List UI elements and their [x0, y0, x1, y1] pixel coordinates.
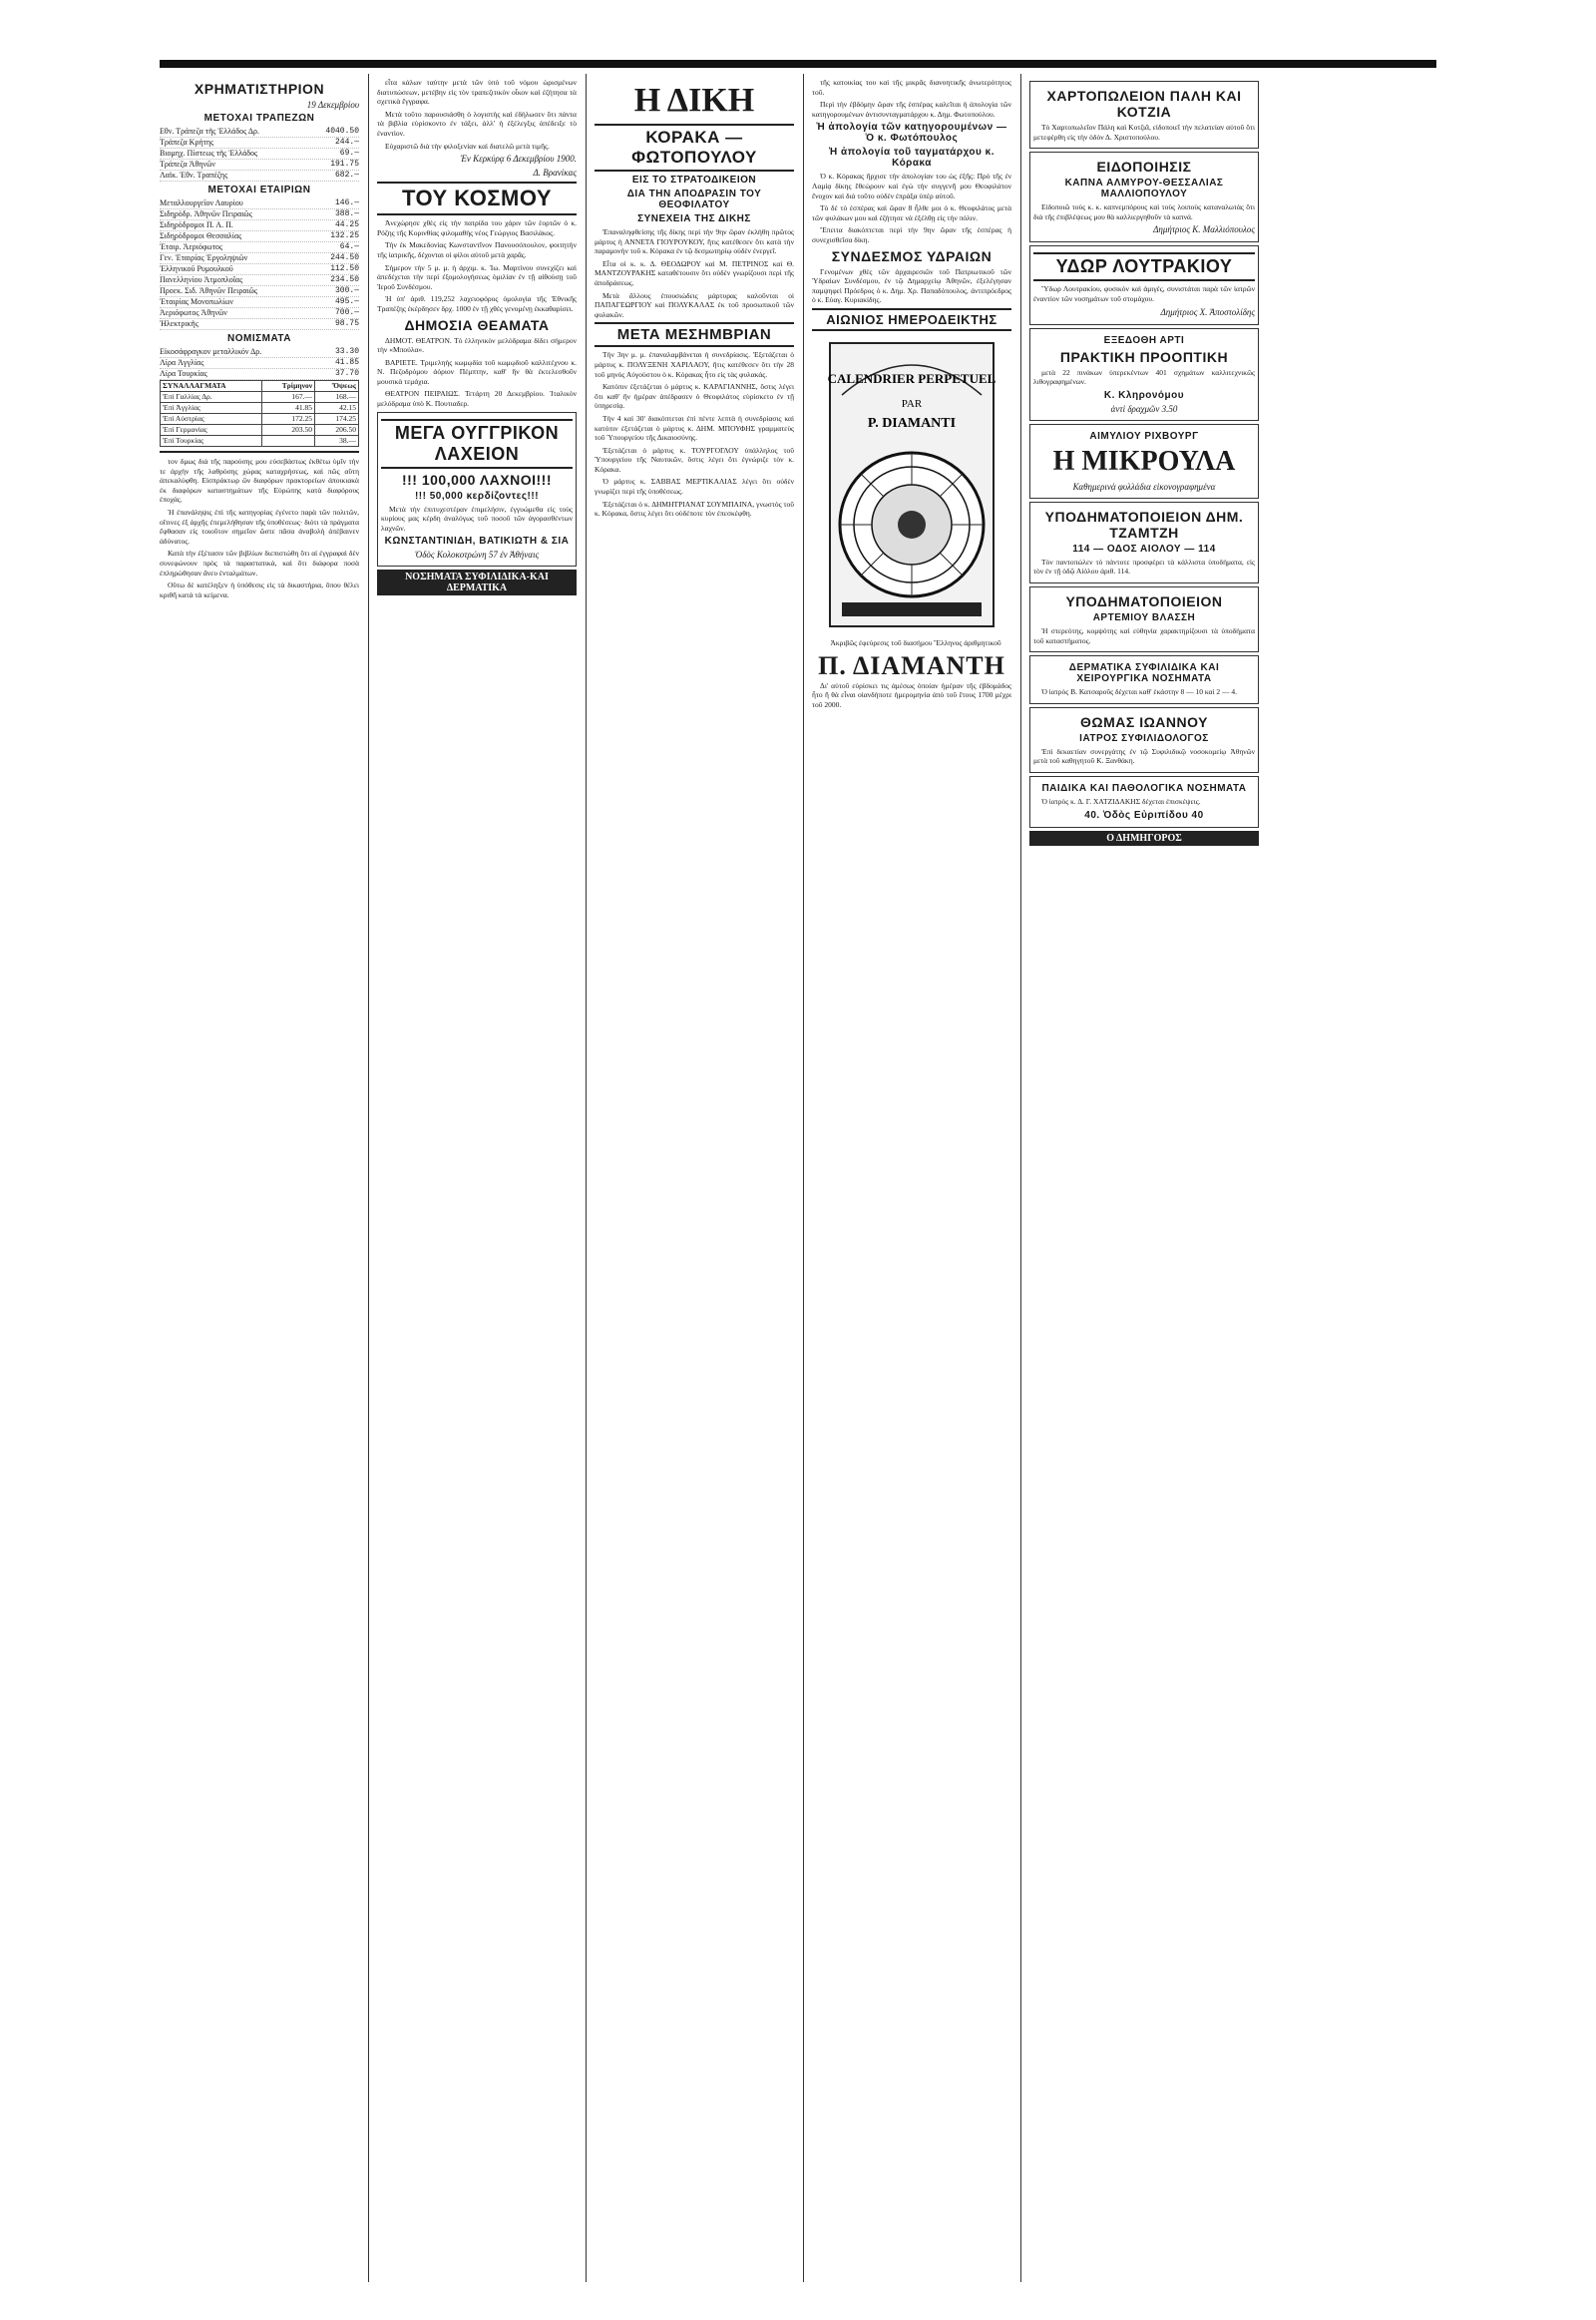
calendar-label: PAR: [901, 397, 923, 410]
ad-title: Η ΜΙΚΡΟΥΛΑ: [1052, 445, 1236, 477]
price-row: [160, 275, 359, 286]
lottery-line: !!! 50,000 κερδίζοντες!!!: [414, 490, 540, 502]
stock-title: ΧΡΗΜΑΤΙΣΤΗΡΙΟΝ: [194, 81, 325, 97]
fx-header: Τρίμηνον: [262, 381, 315, 392]
paragraph: τον δμως διὰ τῆς παρούσης μου εὐσεβάστως ἐκθέτω ὑμῖν τὴν τε ἀρχὴν τῆς λαθρόσης χώρας καταχρήσεως, καὶ πῶς αὕτη ἀπεκαλύφθη. Εἰσπράκτωρ ὢν διαφόρων πρακτορείων ἀποικιακὰ ἐκ διαφόρων καταστημάτων τῆς Εὐρώπης κατὰ διαφόρους ἐποχάς.: [160, 457, 359, 505]
union-body: Γενομένων χθὲς τῶν ἀρχαιρεσιῶν τοῦ Πατριωτικοῦ τῶν Ὑδραίων Συνδέσμου, ἐν τῷ Δημαρχείῳ Ἀθηνῶν, ἐξελέγησαν παμψηφεὶ Πρόεδρος ὁ κ. Δημ. Χρ. Παπαδόπουλος, ἀντιπρόεδρος ὁ κ. Εὐαγ. Κυριακίδης.: [812, 266, 1011, 305]
union-title: ΣΥΝΔΕΣΜΟΣ ΥΔΡΑΙΩΝ: [831, 247, 993, 264]
column-two: [377, 78, 577, 2282]
calendar-body: Δι' αὐτοῦ εὑρίσκει τις ἀμέσως ὁποίαν ἡμέραν τῆς ἑβδομάδος ἦτο ἢ θὰ εἶναι οἱανδήποτε ἡμερομηνία ἀπὸ τοῦ ἔτους 1700 μέχρι τοῦ 2000.: [812, 680, 1011, 709]
ad-subtitle: ΑΡΤΕΜΙΟΥ ΒΛΑΣΣΗ: [1092, 611, 1196, 623]
paragraph: Ἡ ἐπανάληψις ἐπὶ τῆς κατηγορίας ἐγένετο παρὰ τῶν πολιτῶν, οἵτινες ἐξ ἀρχῆς ἐπεμελήθησαν τῆς ὑποθέσεως· διότι τὰ πράγματα ἔφθασαν εἰς τοιοῦτον σημεῖον ὥστε πᾶσα ἀναβολὴ ἀπέβαινεν ἀδύνατος.: [160, 507, 359, 546]
calendar-label: CALENDRIER PERPETUEL: [827, 370, 997, 386]
ad-subtitle: Καθημερινὰ φυλλάδια εἰκονογραφημένα: [1072, 481, 1216, 492]
ad-doctor: [1029, 655, 1259, 704]
paragraph: Εἶτα οἱ κ. κ. Δ. ΘΕΟΔΩΡΟΥ καὶ Μ. ΠΕΤΡΙΝΟΣ καὶ Θ. ΜΑΝΤΖΟΥΡΑΚΗΣ καταθέτουσιν ὅτι οὐδὲν γνωρίζουσι περὶ τῆς ἀποδράσεως.: [595, 258, 794, 287]
coins-title: ΝΟΜΙΣΜΑΤΑ: [227, 333, 291, 344]
trial-title: Η ΔΙΚΗ: [633, 82, 755, 119]
ad-author: Κ. Κληρονόμου: [1103, 389, 1185, 401]
afternoon-title: ΜΕΤΑ ΜΕΣΗΜΒΡΙΑΝ: [595, 322, 794, 347]
price-value: 132.25: [330, 231, 359, 240]
apology-body: [812, 172, 1011, 244]
paragraph: Ἀνεχώρησε χθὲς εἰς τὴν πατρίδα του χάριν τῶν ἑορτῶν ὁ κ. Ρόζης τῆς Κορινθίας φιλομαθὴς νέος Γεώργιος Βασιλάκος.: [377, 218, 577, 237]
paragraph: Τὴν 4 καὶ 30' διακόπτεται ἐπὶ πέντε λεπτὰ ἡ συνεδρίασις καὶ κατόπιν ἐξετάζεται ὁ μάρτυς κ. ΔΗΜ. ΜΠΟΥΦΗΣ γραμματεὺς τοῦ Ὑπουργείου τῆς Δικαιοσύνης.: [595, 413, 794, 443]
column-rule: [803, 74, 804, 2282]
ad-text: Τὸν παντοπώλεν τὸ πάντοτε προσφέρει τὰ κάλλιστα ὑποδήματα, εἰς τὸν ἐν τῇ ὁδῷ Αἰόλου ἀριθ. 114.: [1033, 557, 1255, 577]
fx-cell: 167.—: [262, 392, 315, 403]
fx-cell: 174.25: [315, 414, 359, 425]
fx-row: [161, 403, 359, 414]
price-row: [160, 160, 359, 171]
ad-sign: Δημήτριος Κ. Μαλλιόπουλος: [1153, 224, 1255, 235]
paragraph: Περὶ τὴν ἑβδόμην ὥραν τῆς ἑσπέρας καλεῖται ἡ ἀπολογία τῶν κατηγορουμένων ἀντισυνταγματάρχου κ. Δημ. Φωτοπούλου.: [812, 100, 1011, 119]
lottery-seller: ΚΩΝΣΤΑΝΤΙΝΙΔΗ, ΒΑΤΙΚΙΩΤΗ & ΣΙΑ: [384, 536, 570, 548]
fx-cell: [262, 436, 315, 447]
price-row: [160, 231, 359, 242]
ad-title: ΠΑΙΔΙΚΑ ΚΑΙ ΠΑΘΟΛΟΓΙΚΑ ΝΟΣΗΜΑΤΑ: [1041, 782, 1247, 794]
ad-address: 114 — ΟΔΟΣ ΑΙΟΛΟΥ — 114: [1072, 543, 1216, 555]
paragraph: ΔΗΜΟΤ. ΘΕΑΤΡΟΝ. Τὸ ἑλληνικὸν μελόδραμα δίδει σήμερον τὴν «Μπούλα».: [377, 335, 577, 355]
column-four: [812, 78, 1011, 2282]
price-row: [160, 209, 359, 220]
ad-title: ΥΠΟΔΗΜΑΤΟΠΟΙΕΙΟΝ ΔΗΜ. ΤΖΑΜΤΖΗ: [1044, 508, 1244, 541]
fx-cell: Ἐπὶ Γερμανίας: [161, 425, 262, 436]
price-label: Προεκ. Σιδ. Ἀθηνῶν Πειραιῶς: [160, 286, 258, 295]
column-stock-exchange: [160, 78, 359, 2282]
calendar-illustration: [812, 335, 1011, 634]
ad-shoes-vlassi: [1029, 586, 1259, 652]
fx-row: [161, 414, 359, 425]
divider: [160, 451, 359, 453]
fx-cell: 38.—: [315, 436, 359, 447]
price-label: Λίρα Τουρκίας: [160, 369, 207, 378]
price-label: Σιδηρόδρ. Ἀθηνῶν Πειραιῶς: [160, 209, 252, 218]
apology-title: Ἡ ἀπολογία τῶν κατηγορουμένων — Ὁ κ. Φωτόπουλος: [816, 122, 1007, 145]
ad-pre: ΑΙΜΥΛΙΟΥ ΡΙΧΒΟΥΡΓ: [1089, 430, 1199, 442]
ad-subtitle: ΠΡΑΚΤΙΚΗ ΠΡΟΟΠΤΙΚΗ: [1059, 348, 1229, 365]
paragraph: Ἐξετάζεται ὁ μάρτυς κ. ΤΟΥΡΓΟΓΛΟΥ ὑπάλληλος τοῦ Ὑπουργείου τῆς Ναυτικῶν, ὅστις λέγει ὅτι ἐγνώριζε τὸν κ. Κόρακα.: [595, 445, 794, 474]
price-row: [160, 242, 359, 253]
fx-header: ΣΥΝΑΛΛΑΓΜΑΤΑ: [161, 381, 262, 392]
ad-title: ΕΙΔΟΠΟΙΗΣΙΣ: [1096, 159, 1192, 176]
price-row: [160, 308, 359, 319]
theatre-body: [377, 336, 577, 409]
article-body: [160, 457, 359, 599]
ad-mikroula: [1029, 424, 1259, 499]
fx-cell: 42.15: [315, 403, 359, 414]
price-value: 244.—: [334, 138, 359, 147]
price-value: 146.—: [334, 198, 359, 207]
paragraph: Κατόπιν ἐξετάζεται ὁ μάρτυς κ. ΚΑΡΑΓΙΑΝΝΗΣ, ὅστις λέγει ὅτι καθ' ἣν ἡμέραν ἀπέδρασεν ὁ Θεοφιλάτος εὑρίσκετο ἐν τῇ ὑπηρεσίᾳ.: [595, 382, 794, 411]
calendar-caption: Ἀκριβῶς ἐφεύρεσις τοῦ διασήμου Ἕλληνος ἀριθμητικοῦ: [830, 637, 1001, 647]
price-value: 495.—: [334, 297, 359, 306]
fx-cell: Ἐπὶ Αὐστρίας: [161, 414, 262, 425]
calendar-title: ΑΙΩΝΙΟΣ ΗΜΕΡΟΔΕΙΚΤΗΣ: [812, 308, 1011, 331]
lottery-address: Ὁδὸς Κολοκοτρώνη 57 ἐν Ἀθήναις: [414, 550, 540, 561]
paragraph: Τὸ δὲ τὸ ἑσπέρας καὶ ὥραν 8 ἦλθε μοι ὁ κ. Θεοφιλάτος μετὰ τῶν φυλάκων μου καὶ ἐζήτησε νὰ ἐξέλθῃ εἰς τὴν πόλιν.: [812, 203, 1011, 222]
price-value: 244.50: [330, 253, 359, 262]
ad-banner: ΝΟΣΗΜΑΤΑ ΣΥΦΙΛΙΔΙΚΑ-ΚΑΙ ΔΕΡΜΑΤΙΚΑ: [377, 570, 577, 595]
fx-row: [161, 392, 359, 403]
calendar-label: P. DIAMANTI: [867, 415, 957, 431]
ad-title: ΥΠΟΔΗΜΑΤΟΠΟΙΕΙΟΝ: [1065, 592, 1223, 609]
price-label: Ἑλληνικοῦ Ρυμουλκοῦ: [160, 264, 233, 273]
price-label: Ἑταιρ. Ἀεριόφωτος: [160, 242, 223, 251]
column-trial: [595, 78, 794, 2282]
price-row: [160, 264, 359, 275]
paragraph: Ὁ κ. Κόρακας ἤρχισε τὴν ἀπολογίαν του ὡς ἑξῆς: Πρὸ τῆς ἐν Λαμίᾳ δίκης ἔθεώρουν καὶ ἐγὼ τὴν συγγενῆ μου Θεοφιλάτον ἔνοχον καὶ διὰ τοῦτο οὐδὲν ἐπράξα ὑπὲρ αὐτοῦ.: [812, 172, 1011, 200]
apology-intro: [812, 78, 1011, 119]
price-label: Λαϊκ. Ἐθν. Τραπέζης: [160, 171, 228, 180]
price-row: [160, 138, 359, 149]
price-value: 682.—: [334, 171, 359, 180]
ad-text: Ὁ ἰατρὸς Β. Κατσαροῦς δέχεται καθ' ἑκάστην 8 — 10 καὶ 2 — 4.: [1041, 687, 1237, 697]
lottery-line: !!! 100,000 ΛΑΧΝΟΙ!!!: [401, 471, 552, 488]
lottery-title: ΜΕΓΑ ΟΥΓΓΡΙΚΟΝ ΛΑΧΕΙΟΝ: [381, 419, 573, 469]
fx-cell: Ἐπὶ Ἀγγλίας: [161, 403, 262, 414]
ad-title: ΘΩΜΑΣ ΙΩΑΝΝΟΥ: [1080, 713, 1208, 730]
fx-cell: 168.—: [315, 392, 359, 403]
paragraph: εἶτα κάλων ταύτην μετὰ τῶν ὑπὸ τοῦ νόμου ὡρισμένων διατυπώσεων, μετέβην εἰς τὸν τραπεζιτικὸν οἶκον καὶ ἐζήτησα τὰ σχετικὰ ἔγγραφα.: [377, 78, 577, 107]
price-label: Τράπεζα Ἀθηνῶν: [160, 160, 215, 169]
world-body: [377, 218, 577, 313]
ad-text: Ἐπὶ δεκαετίαν συνεργάτης ἐν τῷ Συφιλιδικῷ νοσοκομείῳ Ἀθηνῶν μετὰ τοῦ καθηγητοῦ Κ. Ξανθάκη.: [1033, 746, 1255, 766]
ad-paper-shop: [1029, 81, 1259, 149]
banks-list: [160, 127, 359, 182]
price-row: [160, 253, 359, 264]
ad-ioannou: [1029, 707, 1259, 773]
exchange-table: [160, 380, 359, 447]
price-row: [160, 198, 359, 209]
price-value: 388.—: [334, 209, 359, 218]
trial-body: [595, 227, 794, 319]
paragraph: Ἐπαναληφθείσης τῆς δίκης περὶ τὴν 9ην ὥραν ἐκλήθη πρῶτος μάρτυς ἡ ΑΝΝΕΤΑ ΓΙΟΥΡΟΥΚΟΥ, ἥτις κατέθεσεν ὅτι κατὰ τὴν παραμονὴν τοῦ κ. Κόρακα ἐν τῷ δεσμωτηρίῳ οὐδὲν ἐνεργεῖ.: [595, 227, 794, 256]
price-label: Ἀεριόφωτος Ἀθηνῶν: [160, 308, 227, 317]
price-label: Πανελληνίου Ἀτμοπλοΐας: [160, 275, 243, 284]
paragraph: Οὕτω δὲ κατέληξεν ἡ ὑπόθεσις εἰς τὰ δικαστήρια, ὅπου θέλει κριθῆ κατὰ τὰ κείμενα.: [160, 580, 359, 599]
price-value: 300.—: [334, 286, 359, 295]
price-value: 234.50: [330, 275, 359, 284]
trial-subtitle: ΚΟΡΑΚΑ — ΦΩΤΟΠΟΥΛΟΥ: [595, 124, 794, 172]
ad-text: Εἰδοποιῶ τοὺς κ. κ. καπνεμπόρους καὶ τοὺς λοιποὺς καταναλωτὰς ὅτι διὰ τῆς ἐπιβλέψεως μου θὰ καλλιεργηθοῦν τὰ καπνά.: [1033, 202, 1255, 221]
newspaper-page: [160, 60, 1436, 2294]
letter-signer: Δ. Βρανίκας: [533, 168, 577, 179]
ad-book: [1029, 328, 1259, 421]
column-rule: [1020, 74, 1021, 2282]
trial-sub: ΔΙΑ ΤΗΝ ΑΠΟΔΡΑΣΙΝ ΤΟΥ ΘΕΟΦΙΛΑΤΟΥ: [626, 189, 762, 210]
paragraph: τῆς κατοικίας του καὶ τῆς μικρᾶς διανοητικῆς ἀνωτερότητος τοῦ.: [812, 78, 1011, 97]
ad-subtitle: ΚΑΠΝΑ ΑΛΜΥΡΟΥ-ΘΕΣΣΑΛΙΑΣ ΜΑΛΛΙΟΠΟΥΛΟΥ: [1064, 178, 1224, 200]
fx-cell: Ἐπὶ Γαλλίας Δρ.: [161, 392, 262, 403]
top-rule: [160, 60, 1436, 68]
ad-water: [1029, 245, 1259, 324]
ad-shoes-tzamtzi: [1029, 502, 1259, 583]
price-value: 44.25: [334, 220, 359, 229]
price-row: [160, 220, 359, 231]
price-row: [160, 358, 359, 369]
paragraph: Ἡ ὑπ' ἀριθ. 119,252 λαχειοφόρος ὁμολογία τῆς Ἐθνικῆς Τραπέζης ἐκέρδησεν δρχ. 1000 ἐν τῇ χθὲς γενομένῃ ἐκκαθαρίσει.: [377, 294, 577, 313]
coins-list: [160, 347, 359, 380]
price-value: 64.—: [339, 242, 359, 251]
trial-sub: ΣΥΝΕΧΕΙΑ ΤΗΣ ΔΙΚΗΣ: [637, 213, 751, 224]
companies-title: ΜΕΤΟΧΑΙ ΕΤΑΙΡΙΩΝ: [207, 185, 311, 195]
letter-body: [377, 78, 577, 151]
fx-cell: 203.50: [262, 425, 315, 436]
price-label: Ἠλεκτρικῆς: [160, 319, 199, 328]
price-row: [160, 171, 359, 182]
column-ads: [1029, 78, 1259, 2282]
ad-title: ΕΞΕΔΟΘΗ ΑΡΤΙ: [1103, 334, 1185, 346]
ad-banner: Ο ΔΗΜΗΓΟΡΟΣ: [1029, 831, 1259, 846]
ad-sign: Δημήτριος Χ. Ἀποστολίδης: [1160, 306, 1255, 317]
price-row: [160, 347, 359, 358]
paragraph: Τὴν 3ην μ. μ. ἐπαναλαμβάνεται ἡ συνεδρίασις. Ἐξετάζεται ὁ μάρτυς κ. ΠΟΛΥΞΕΝΗ ΧΑΡΙΛΑΟΥ, ἥτις κατέθεσεν ὅτι τὴν 28 τοῦ μηνὸς Αὐγούστου ὁ κ. Κόρακας ἦτο εἰς τὰς φυλακάς.: [595, 350, 794, 379]
paragraph: Μετὰ ἄλλους ἐπουσιώδεις μάρτυρας καλοῦνται οἱ ΠΑΠΑΓΕΩΡΓΙΟΥ καὶ ΠΟΛΥΚΑΛΑΣ ἐκ τοῦ προσωπικοῦ τῶν φυλακῶν.: [595, 290, 794, 319]
price-value: 700.—: [334, 308, 359, 317]
ad-notice: [1029, 152, 1259, 242]
price-label: Λίρα Ἀγγλίας: [160, 358, 204, 367]
ad-text: Τὸ Χαρτοπωλεῖον Πάλη καὶ Κοτζιᾶ, εἰδοποιεῖ τὴν πελατείαν αὐτοῦ ὅτι μετεφέρθη εἰς τὴν ὁδὸν Δ. Χριστοπούλου.: [1033, 123, 1255, 142]
paragraph: Μετὰ τοῦτο παρουσιάσθη ὁ λογιστὴς καὶ ἐδήλωσεν ὅτι πάντα τὰ βιβλία εὑρίσκοντο ἐν τάξει, ἀλλ' ἡ ἐξέλεγξις ἀπέδειξε τὸ ἐναντίον.: [377, 109, 577, 138]
price-label: Γεν. Ἑταιρίας Ἐργοληψιῶν: [160, 253, 248, 262]
ad-pediatric: [1029, 776, 1259, 828]
apology-title: Ἡ ἀπολογία τοῦ ταγματάρχου κ. Κόρακα: [829, 147, 995, 170]
fx-cell: 172.25: [262, 414, 315, 425]
price-value: 98.75: [334, 319, 359, 328]
ad-text: Ὁ ἰατρὸς κ. Δ. Γ. ΧΑΤΖΙΔΑΚΗΣ δέχεται ἐπισκέψεις.: [1041, 796, 1201, 806]
price-row: [160, 286, 359, 297]
paragraph: Ἐξετάζεται ὁ κ. ΔΗΜΗΤΡΙΑΝΑΤ ΣΟΥΜΠΑΙΝΑ, γνωστὸς τοῦ κ. Κόρακα, ὅστις λέγει ὅτι οὐδέποτε τὸν ἐπεσκέφθη.: [595, 499, 794, 519]
theatre-title: ΔΗΜΟΣΙΑ ΘΕΑΜΑΤΑ: [404, 316, 550, 333]
price-value: 112.50: [330, 264, 359, 273]
price-value: 41.85: [334, 358, 359, 367]
price-value: 191.75: [330, 160, 359, 169]
paragraph: ΒΑΡΙΕΤΕ. Τριμεληὴς κωμῳδία τοῦ κωμῳδιοῦ καλλιτέχνου κ. Ν. Πεζοδρόμου ἀόριον Πέμπτην, καθ' ἣν θὰ ἐκτελεσθοῦν μουσικὰ τεμάχια.: [377, 357, 577, 386]
stock-date: 19 Δεκεμβρίου: [306, 100, 359, 110]
ad-title: ΔΕΡΜΑΤΙΚΑ ΣΥΦΙΛΙΔΙΚΑ ΚΑΙ ΧΕΙΡΟΥΡΓΙΚΑ ΝΟΣΗΜΑΤΑ: [1068, 662, 1220, 685]
fx-cell: Ἐπὶ Τουρκίας: [161, 436, 262, 447]
paragraph: Ἔπειτα διακόπτεται περὶ τὴν 9ην ὥραν τῆς ἑσπέρας ἡ συνεχισθεῖσα δίκη.: [812, 225, 1011, 244]
price-row: [160, 149, 359, 160]
price-label: Ἑταιρίας Μονοπωλίων: [160, 297, 233, 306]
paragraph: Σήμερον τὴν 5 μ. μ. ἡ ἀρχιμ. κ. Ἰω. Μαρτίνου συνεχίζει καὶ ἀπεδέχεται τὴν περὶ ἐξομολογήσεως ὁμιλίαν ἐν τῇ αἰθούσῃ τοῦ Ἱεροῦ Συνδέσμου.: [377, 262, 577, 291]
price-row: [160, 319, 359, 330]
price-row: [160, 297, 359, 308]
ad-text: Ὕδωρ Λουτρακίου, φυσικὸν καὶ ἀμιγές, συνιστάται παρὰ τῶν ἰατρῶν ἐναντίον τῶν νοσημάτων τοῦ στομάχου.: [1033, 284, 1255, 303]
calendar-inventor: Π. ΔΙΑΜΑΝΤΗ: [818, 650, 1005, 680]
ad-title: ΧΑΡΤΟΠΩΛΕΙΟΝ ΠΑΛΗ ΚΑΙ ΚΟΤΖΙΑ: [1046, 88, 1242, 120]
banks-title: ΜΕΤΟΧΑΙ ΤΡΑΠΕΖΩΝ: [203, 113, 315, 124]
paragraph: Ὁ μάρτυς κ. ΣΑΒΒΑΣ ΜΕΡΤΙΚΑΛΙΑΣ λέγει ὅτι οὐδὲν γνωρίζει περὶ τῆς ὑποθέσεως.: [595, 477, 794, 497]
price-value: 37.70: [334, 369, 359, 378]
column-rule: [586, 74, 587, 2282]
trial-sub: ΕΙΣ ΤΟ ΣΤΡΑΤΟΔΙΚΕΙΟΝ: [631, 175, 757, 186]
price-value: 4040.50: [325, 127, 359, 136]
paragraph: Τὴν ἐκ Μακεδονίας Κωνσταντῖνον Πανουσόπουλον, φοιτητὴν τῆς ἰατρικῆς, δέχονται οἱ φίλοι αὐτοῦ μετὰ χαρᾶς.: [377, 240, 577, 259]
ad-text: μετὰ 22 πινάκων ὑπερεκέντων 401 σχημάτων καλλιτεχνικῶς λιθογραφημένων.: [1033, 367, 1255, 387]
lottery-ad: [377, 412, 577, 568]
ad-subtitle: ΙΑΤΡΟΣ ΣΥΦΙΛΙΔΟΛΟΓΟΣ: [1079, 732, 1209, 744]
price-label: Σιδηρόδρομοι Π. Α. Π.: [160, 220, 233, 229]
fx-row: [161, 425, 359, 436]
price-label: Βιομηχ. Πίστεως τῆς Ἑλλάδος: [160, 149, 258, 158]
price-label: Εθν. Τράπεζα τῆς Ἑλλάδος Δρ.: [160, 127, 260, 136]
price-value: 33.30: [334, 347, 359, 356]
ad-title: ΥΔΩΡ ΛΟΥΤΡΑΚΙΟΥ: [1033, 252, 1255, 281]
price-label: Εἰκοσάφραγκον μεταλλικόν Δρ.: [160, 347, 262, 356]
afternoon-body: [595, 350, 794, 519]
letter-date: Ἐν Κερκύρᾳ 6 Δεκεμβρίου 1900.: [460, 154, 577, 165]
price-row: [160, 127, 359, 138]
paragraph: ΘΕΑΤΡΟΝ ΠΕΙΡΑΙΩΣ. Τετάρτη 20 Δεκεμβρίου. Ἰταλικὸν μελόδραμα ὑπὸ Κ. Πουτιαδερ.: [377, 389, 577, 409]
fx-row: [161, 436, 359, 447]
companies-list: [160, 198, 359, 330]
paragraph: Κατὰ τὴν ἐξέτασιν τῶν βιβλίων διεπιστώθη ὅτι αἱ ἐγγραφαὶ δὲν συνεφώνουν πρὸς τὰ παραστατικά, καὶ ὅτι διάφορα ποσὰ ἐπληρώθησαν ἄνευ ἐνταλμάτων.: [160, 549, 359, 578]
ad-text: Ἡ στερεότης, κομψότης καὶ εὐθηνία χαρακτηρίζουσι τὰ ὑποδήματα τοῦ καταστήματος.: [1033, 625, 1255, 645]
ad-address: 40. Ὁδὸς Εὐριπίδου 40: [1084, 809, 1204, 821]
price-label: Τράπεζα Κρήτης: [160, 138, 214, 147]
fx-header: Ὄψεως: [315, 381, 359, 392]
price-label: Μεταλλουργεῖον Λαυρίου: [160, 198, 243, 207]
lottery-text: Μετὰ τὴν ἐπιτυχεστέραν ἐπιμελήσιν, ἐγγυώμεθα εἰς τοὺς κυρίους μας κέρδη ἀναλόγως τοῦ ποσοῦ τῶν ἀγορασθέντων λαχνῶν.: [381, 504, 573, 533]
price-row: [160, 369, 359, 380]
world-title: ΤΟΥ ΚΟΣΜΟΥ: [377, 182, 577, 215]
fx-cell: 41.85: [262, 403, 315, 414]
ad-price: ἀντὶ δραχμῶν 3.50: [1110, 403, 1178, 414]
paragraph: Εὐχαριστῶ διὰ τὴν φιλοξενίαν καὶ διατελῶ μετὰ τιμῆς.: [385, 141, 550, 151]
price-value: 69.—: [339, 149, 359, 158]
fx-cell: 206.50: [315, 425, 359, 436]
price-label: Σιδηρόδρομοι Θεσσαλίας: [160, 231, 242, 240]
column-rule: [368, 74, 369, 2282]
